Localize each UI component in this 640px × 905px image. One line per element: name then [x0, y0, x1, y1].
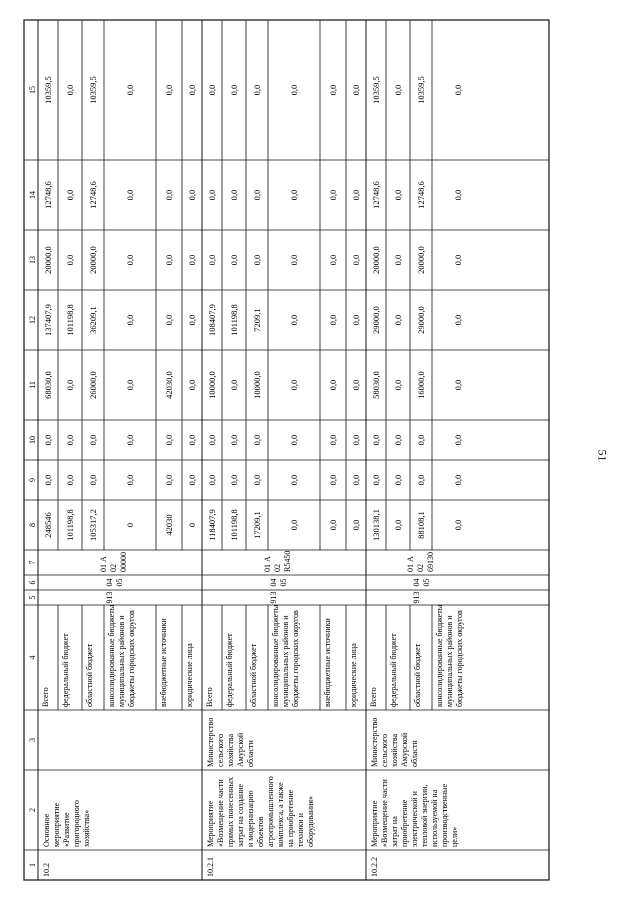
funding-source: федеральный бюджет: [389, 633, 398, 707]
table-cell: 10359,5: [43, 76, 53, 104]
table-cell: 0,0: [229, 189, 239, 201]
table-cell: 0,0: [328, 314, 338, 326]
table-cell: 29000,0: [371, 306, 381, 334]
table-cell: 0,0: [125, 84, 135, 96]
table-cell: 0,0: [252, 189, 262, 201]
table-cell: 130138,1: [371, 509, 381, 541]
table-cell: 0,0: [351, 84, 361, 96]
table-cell: 0,0: [328, 379, 338, 391]
table-cell: 0,0: [393, 379, 403, 391]
table-cell: 0,0: [351, 379, 361, 391]
column-number-header: 5: [28, 595, 37, 600]
table-cell: 0,0: [328, 434, 338, 446]
table-cell: 0,0: [229, 254, 239, 266]
table-cell: 0,0: [125, 434, 135, 446]
table-cell: 101198,8: [65, 304, 75, 336]
funding-source: федеральный бюджет: [225, 633, 234, 707]
funding-source: областной бюджет: [85, 643, 94, 707]
table-cell: 12748,6: [88, 181, 98, 209]
table-cell: 0,0: [393, 519, 403, 531]
table-cell: 0,0: [453, 379, 463, 391]
column-number-header: 11: [28, 381, 37, 389]
table-cell: 88108,1: [416, 511, 426, 539]
funding-source: юридические лица: [185, 643, 194, 707]
table-cell: 0,0: [252, 254, 262, 266]
table-cell: 0,0: [187, 379, 197, 391]
funding-source: Всего: [41, 687, 50, 707]
table-cell: 0,0: [393, 84, 403, 96]
table-cell: 0,0: [164, 254, 174, 266]
column-number-header: 7: [28, 560, 37, 565]
table-cell: 0,0: [289, 519, 299, 531]
table-cell: 0,0: [328, 84, 338, 96]
activity-name: Основноемероприятие«Развитиепригородногохозяйства»: [42, 800, 91, 847]
page-number: 51: [595, 449, 610, 462]
table-cell: 0,0: [351, 254, 361, 266]
table-cell: 0,0: [453, 189, 463, 201]
table-cell: 0,0: [351, 314, 361, 326]
rzpr-code: 05: [114, 578, 124, 587]
table-cell: 0,0: [164, 434, 174, 446]
table-cell: 0,0: [351, 434, 361, 446]
table-cell: 0,0: [65, 84, 75, 96]
table-cell: 20000,0: [88, 246, 98, 274]
table-cell: 0,0: [453, 254, 463, 266]
table-cell: 10359,5: [416, 76, 426, 104]
column-number-header: 1: [28, 863, 37, 867]
column-number-header: 10: [28, 436, 37, 444]
table-cell: 0,0: [393, 474, 403, 486]
table-cell: 0,0: [43, 434, 53, 446]
table-cell: 0,0: [351, 189, 361, 201]
table-cell: 0,0: [187, 434, 197, 446]
table-cell: 10000,0: [207, 371, 217, 399]
table-cell: 137407,9: [43, 304, 53, 336]
table-cell: 105317,2: [88, 509, 98, 541]
table-cell: 0,0: [65, 434, 75, 446]
activity-number: 10.2: [42, 863, 51, 877]
table-cell: 0,0: [328, 474, 338, 486]
funding-source: консолидированные бюджетымуниципальных районов ибюджеты городских округов: [107, 604, 136, 707]
csr-code: 01 А0269130: [406, 552, 436, 572]
funding-source: Всего: [369, 687, 378, 707]
funding-source: юридические лица: [349, 643, 358, 707]
table-cell: 0,0: [229, 434, 239, 446]
table-cell: 0,0: [88, 434, 98, 446]
table-cell: 0,0: [252, 84, 262, 96]
executor-name: МинистерствосельскогохозяйстваАмурскойобласти: [206, 717, 255, 767]
table-cell: 0,0: [65, 254, 75, 266]
table-cell: 0,0: [252, 434, 262, 446]
table-cell: 101198,8: [65, 509, 75, 541]
csr-code: 01 А0200000: [98, 552, 128, 572]
column-number-header: 14: [28, 191, 37, 199]
activity-number: 10.2.1: [206, 857, 215, 877]
table-cell: 12748,6: [43, 181, 53, 209]
table-cell: 0,0: [65, 379, 75, 391]
table-cell: 0,0: [252, 474, 262, 486]
table-cell: 0,0: [187, 474, 197, 486]
table-cell: 0,0: [328, 254, 338, 266]
table-cell: 0,0: [125, 254, 135, 266]
table-cell: 0,0: [289, 434, 299, 446]
table-cell: 0,0: [393, 434, 403, 446]
table-cell: 17209,1: [252, 511, 262, 539]
table-cell: 42030,0: [164, 371, 174, 399]
grbs-code: 913: [104, 591, 114, 604]
table-cell: 0,0: [229, 379, 239, 391]
table-cell: 0,0: [43, 474, 53, 486]
table-cell: 12748,6: [416, 181, 426, 209]
table-cell: 0,0: [229, 474, 239, 486]
table-cell: 58030,0: [371, 371, 381, 399]
table-cell: 0,0: [351, 519, 361, 531]
table-cell: 0,0: [289, 84, 299, 96]
table-cell: 0,0: [371, 434, 381, 446]
table-cell: 108407,9: [207, 304, 217, 336]
table-cell: 0,0: [164, 314, 174, 326]
table-cell: 0,0: [328, 519, 338, 531]
column-number-header: 15: [28, 86, 37, 94]
table: [24, 20, 549, 880]
table-cell: 0,0: [453, 314, 463, 326]
table-cell: 0,0: [289, 314, 299, 326]
rzpr-code: 04: [268, 578, 278, 587]
table-cell: 0,0: [207, 254, 217, 266]
rzpr-code: 04: [412, 578, 422, 587]
table-cell: 101198,8: [229, 509, 239, 541]
funding-source: областной бюджет: [249, 643, 258, 707]
table-cell: 0,0: [453, 434, 463, 446]
table-cell: 29000,0: [416, 306, 426, 334]
table-cell: 0,0: [328, 189, 338, 201]
table-cell: 7209,1: [252, 308, 262, 332]
column-number-header: 2: [28, 808, 37, 812]
funding-source: консолидированные бюджетымуниципальных районов ибюджеты городских округов: [435, 604, 464, 707]
executor-name: МинистерствосельскогохозяйстваАмурскойобласти: [370, 717, 419, 767]
table-cell: 0,0: [88, 474, 98, 486]
table-cell: 36209,1: [88, 306, 98, 334]
table-cell: 0,0: [207, 84, 217, 96]
table-cell: 20000,0: [43, 246, 53, 274]
table-cell: 0: [187, 522, 197, 528]
table-cell: 0,0: [289, 474, 299, 486]
table-cell: 0,0: [453, 474, 463, 486]
table-cell: 0,0: [371, 474, 381, 486]
table-cell: 0,0: [351, 474, 361, 486]
table-cell: 248546: [43, 512, 53, 538]
table-cell: 0,0: [289, 189, 299, 201]
table-cell: 0,0: [125, 379, 135, 391]
column-number-header: 3: [28, 738, 37, 742]
table-cell: 0,0: [207, 474, 217, 486]
funding-source: внебюджетные источники: [159, 618, 168, 707]
column-number-header: 4: [28, 655, 37, 660]
table-cell: 0,0: [187, 189, 197, 201]
grbs-code: 913: [268, 591, 278, 604]
csr-code: 01 А02R5450: [262, 550, 292, 572]
funding-source: внебюджетные источники: [323, 618, 332, 707]
funding-source: консолидированные бюджетымуниципальных районов ибюджеты городских округов: [271, 604, 300, 707]
column-number-header: 8: [28, 523, 37, 527]
table-cell: 68030,0: [43, 371, 53, 399]
table-cell: 0,0: [393, 189, 403, 201]
funding-source: Всего: [205, 687, 214, 707]
table-cell: 0,0: [393, 314, 403, 326]
table-cell: 20000,0: [416, 246, 426, 274]
table-cell: 10000,0: [252, 371, 262, 399]
table-cell: 0,0: [125, 314, 135, 326]
table-cell: 0,0: [125, 474, 135, 486]
table-cell: 0,0: [393, 254, 403, 266]
table-cell: 10359,5: [371, 76, 381, 104]
funding-source: федеральный бюджет: [61, 633, 70, 707]
table-cell: 0,0: [164, 189, 174, 201]
rzpr-code: 04: [104, 578, 114, 587]
grbs-code: 913: [412, 591, 422, 604]
table-cell: 0,0: [65, 189, 75, 201]
table-cell: 0,0: [164, 84, 174, 96]
table-cell: 16000,0: [416, 371, 426, 399]
column-number-header: 9: [28, 478, 37, 482]
rzpr-code: 05: [278, 578, 288, 587]
table-cell: 0,0: [453, 84, 463, 96]
table-cell: 0,0: [453, 519, 463, 531]
column-number-header: 13: [28, 256, 37, 264]
table-cell: 0,0: [207, 434, 217, 446]
table-cell: 20000,0: [371, 246, 381, 274]
table-border: [24, 20, 549, 880]
table-cell: 0: [125, 522, 135, 528]
table-cell: 12748,6: [371, 181, 381, 209]
column-number-header: 6: [28, 580, 37, 585]
table-cell: 0,0: [289, 379, 299, 391]
table-cell: 0,0: [65, 474, 75, 486]
table-cell: 26000,0: [88, 371, 98, 399]
column-number-header: 12: [28, 316, 37, 324]
table-cell: 118407,9: [207, 509, 217, 541]
activity-name: Мероприятие«Возмещение частизатрат наприобретениеэлектрической итепловой энергии,используемой напроизводственныецели»: [370, 779, 459, 847]
funding-source: областной бюджет: [413, 643, 422, 707]
table-cell: 0,0: [164, 474, 174, 486]
table-cell: 0,0: [229, 84, 239, 96]
table-cell: 0,0: [187, 254, 197, 266]
rzpr-code: 05: [422, 578, 432, 587]
table-cell: 10359,5: [88, 76, 98, 104]
table-cell: 101198,8: [229, 304, 239, 336]
table-cell: 0,0: [125, 189, 135, 201]
table-cell: 0,0: [187, 314, 197, 326]
table-cell: 0,0: [289, 254, 299, 266]
activity-number: 10.2.2: [370, 857, 379, 877]
table-cell: 42030: [164, 514, 174, 536]
table-cell: 0,0: [187, 84, 197, 96]
activity-name: Мероприятие«Возмещение частипрямых понесенныхзатрат на созданиеи модернизациюобъектовагропромышленногокомплекса, а такжена приобретениетехники иоборудования»: [206, 776, 315, 847]
table-cell: 0,0: [416, 474, 426, 486]
table-cell: 0,0: [416, 434, 426, 446]
table-cell: 0,0: [207, 189, 217, 201]
